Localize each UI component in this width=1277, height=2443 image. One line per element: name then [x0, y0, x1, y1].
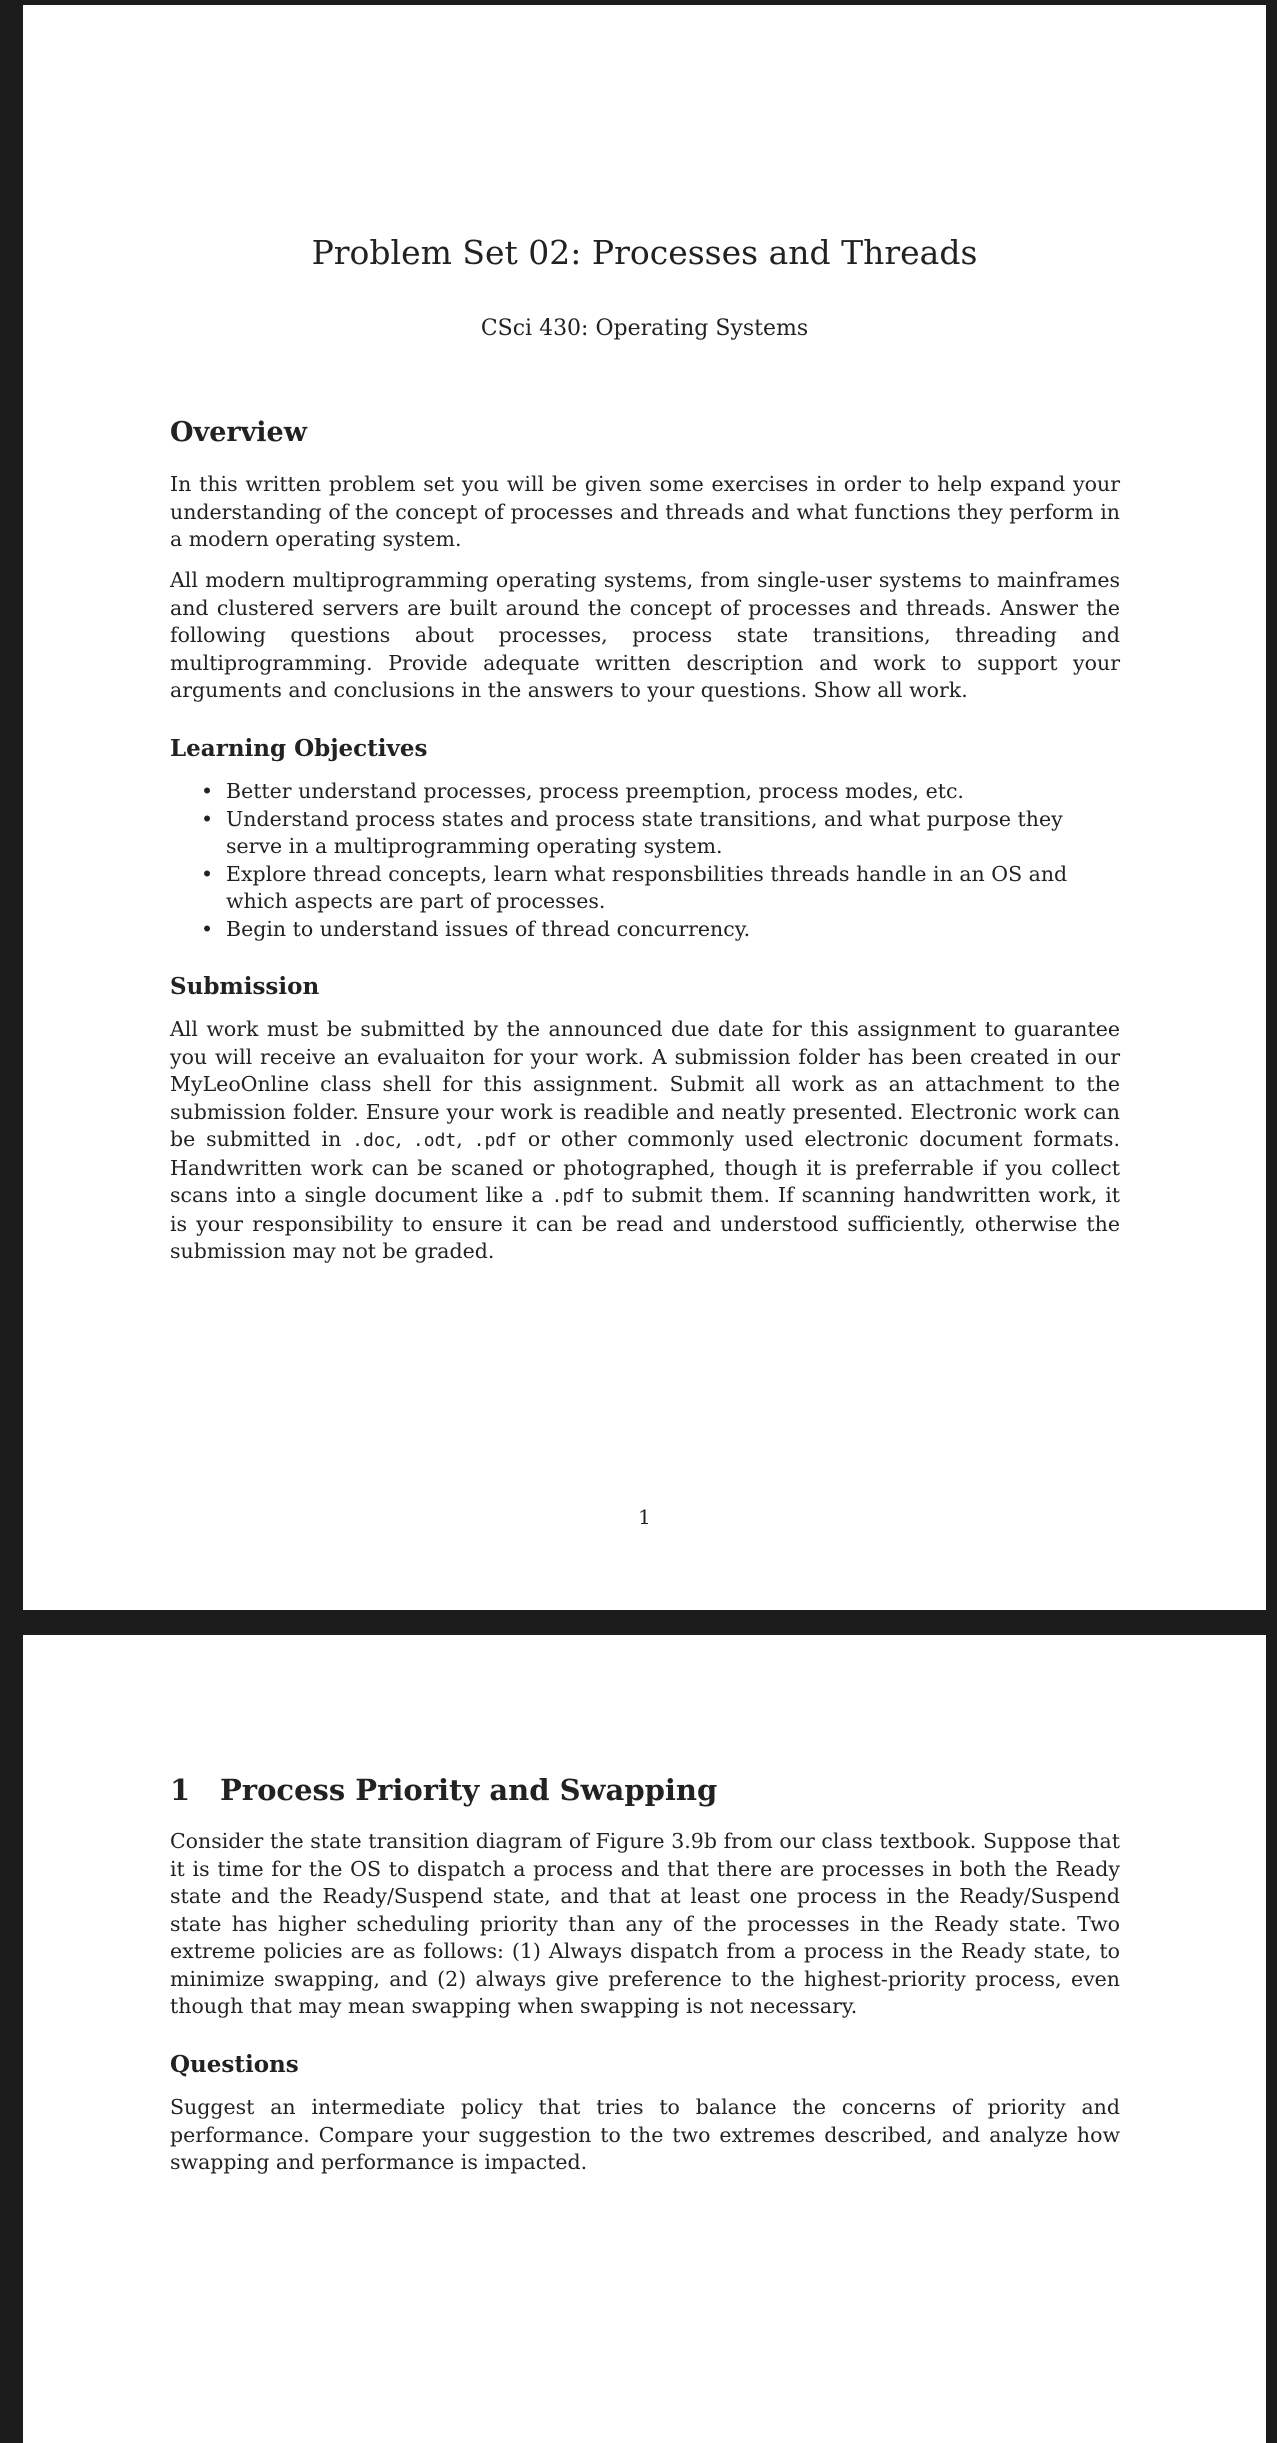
document-title: Problem Set 02: Processes and Threads — [311, 233, 978, 272]
overview-heading: Overview — [170, 417, 307, 448]
document-page-1 — [23, 5, 1266, 1610]
overview-paragraph-2: All modern multiprogramming operating systems, from single-user systems to mainframes and clustered servers are built around the concept of processes and threads. Answer the following questions about processes, process state transitions, threading and multiprogramming. Provide adequate written description and work to support your arguments and conclusions in the answers to your questions. Show all work. — [170, 568, 1120, 702]
list-item — [170, 916, 1120, 944]
format-odt: .odt — [412, 1130, 457, 1151]
list-item — [170, 806, 1120, 861]
bullet-icon: • — [201, 806, 214, 831]
separator: , — [456, 1127, 474, 1151]
format-pdf-2: .pdf — [551, 1186, 595, 1207]
separator: , — [395, 1127, 413, 1151]
list-item-text: Understand process states and process state transitions, and what purpose they serve in a multiprogramming operating system. — [226, 806, 1063, 858]
learning-objectives-heading: Learning Objectives — [170, 735, 428, 762]
list-item-text: Better understand processes, process preemption, process modes, etc. — [226, 779, 964, 803]
course-name: CSci 430: Operating Systems — [480, 316, 809, 341]
questions-heading: Questions — [170, 2051, 299, 2078]
format-pdf: .pdf — [473, 1130, 517, 1151]
list-item-text: Begin to understand issues of thread concurrency. — [226, 916, 751, 941]
learning-objectives-list — [170, 778, 1120, 943]
list-item — [170, 861, 1120, 916]
bullet-icon: • — [201, 861, 214, 886]
bullet-icon: • — [201, 916, 214, 941]
submission-paragraph — [170, 1016, 1120, 1266]
format-doc: .doc — [352, 1130, 396, 1151]
questions-paragraph: Suggest an intermediate policy that tries to balance the concerns of priority and performance. Compare your suggestion to the two extremes described, and analyze how swapping and performance is impacted. — [170, 2095, 1120, 2174]
submission-text-c: to submit them. If scanning handwritten work, it is your responsibility to ensure it can be read and understood sufficiently, otherwise the submission may not be graded. — [170, 1183, 1120, 1263]
submission-heading: Submission — [170, 973, 320, 1000]
section-title: Process Priority and Swapping — [220, 1773, 718, 1807]
list-item-text: Explore thread concepts, learn what responsbilities threads handle in an OS and which aspects are part of processes. — [226, 861, 1068, 913]
section-number: 1 — [170, 1773, 191, 1807]
submission-text-a: All work must be submitted by the announced due date for this assignment to guarantee you will receive an evaluaiton for your work. A submission folder has been created in our MyLeoOnline class shell for this assignment. Submit all work as an attachment to the submission folder. Ensure your work is readible and neatly presented. Electronic work can be submitted in — [170, 1017, 1120, 1151]
section-1-heading — [170, 1773, 717, 1807]
section-1-paragraph: Consider the state transition diagram of Figure 3.9b from our class textbook. Suppose that it is time for the OS to dispatch a process and that there are processes in both the Ready state and the Ready/Suspend state, and that at least one process in the Ready/Suspend state has higher scheduling priority than any of the processes in the Ready state. Two extreme policies are as follows: (1) Always dispatch from a process in the Ready state, to minimize swapping, and (2) always give preference to the highest-priority process, even though that may mean swapping when swapping is not necessary. — [170, 1829, 1120, 2018]
page-number: 1 — [638, 1505, 651, 1529]
overview-paragraph-1: In this written problem set you will be given some exercises in order to help expand your understanding of the concept of processes and threads and what functions they perform in a modern operating system. — [170, 472, 1120, 551]
list-item — [170, 778, 1120, 806]
document-page-2 — [23, 1635, 1266, 2443]
bullet-icon: • — [201, 779, 214, 803]
submission-text-b: or other commonly used electronic document formats. Handwritten work can be scaned or photographed, though it is preferrable if you collect scans into a single document like a — [170, 1127, 1120, 1207]
